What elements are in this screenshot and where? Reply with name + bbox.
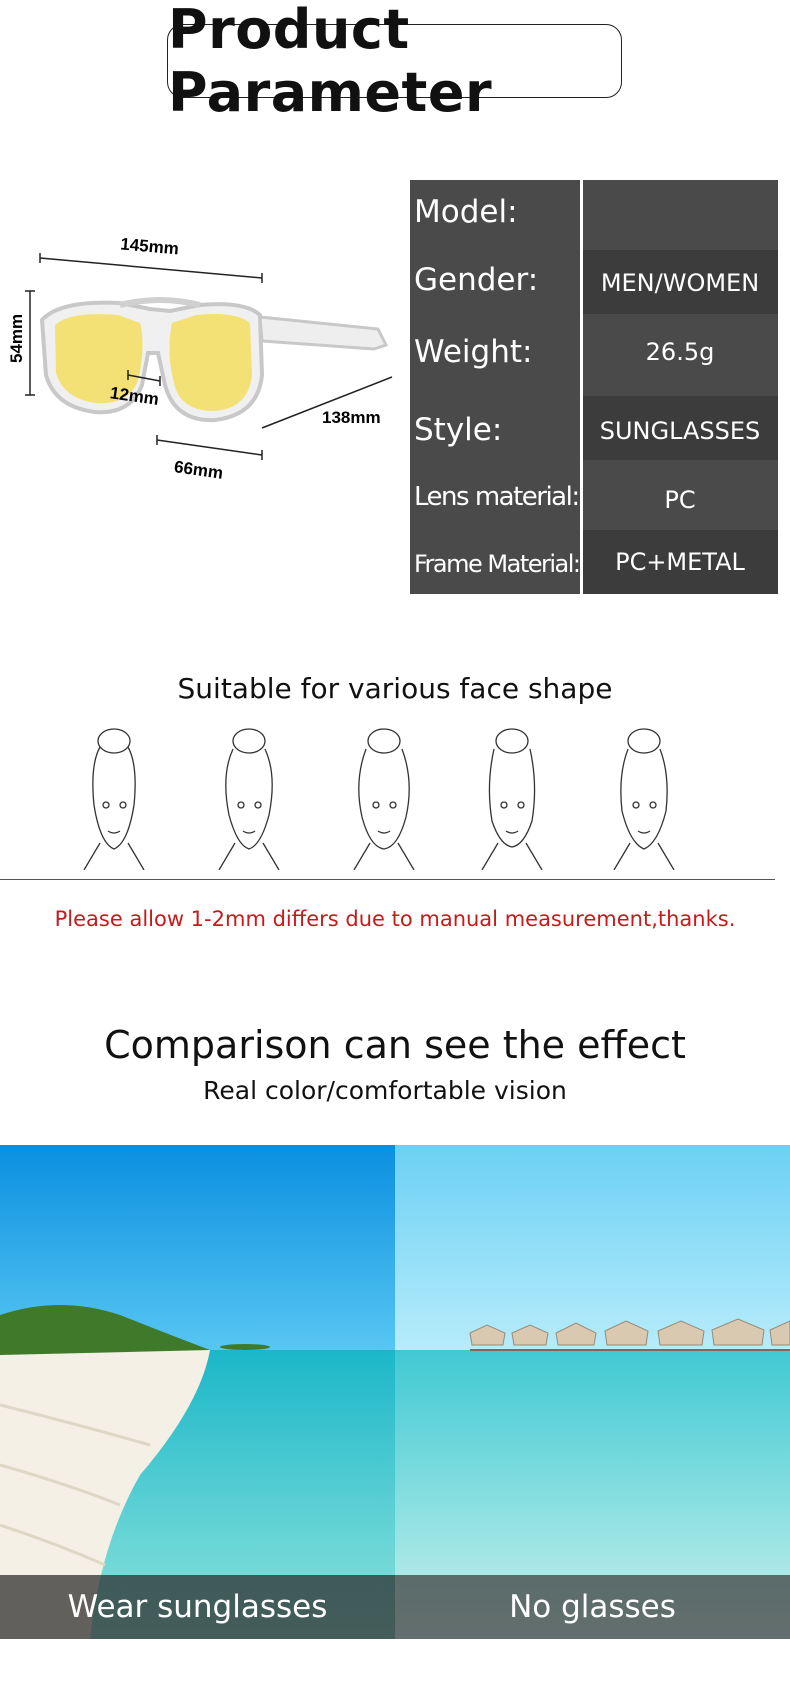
face-icon bbox=[354, 729, 414, 870]
spec-key: Model: bbox=[414, 194, 518, 230]
width-label: 145mm bbox=[119, 234, 180, 259]
section-divider bbox=[0, 879, 775, 880]
lens-label: 66mm bbox=[172, 457, 225, 483]
wear-sunglasses-caption: Wear sunglasses bbox=[0, 1575, 395, 1639]
face-icon bbox=[219, 729, 279, 870]
spec-value: SUNGLASSES bbox=[599, 417, 761, 445]
face-shapes-illustration bbox=[80, 725, 710, 870]
comparison-subtitle: Real color/comfortable vision bbox=[203, 1076, 567, 1105]
height-label: 54mm bbox=[7, 313, 26, 363]
spec-key: Style: bbox=[414, 412, 503, 448]
spec-key: Frame Material: bbox=[414, 550, 580, 578]
page-title-box bbox=[167, 0, 622, 124]
comparison-title: Comparison can see the effect bbox=[104, 1023, 686, 1067]
glasses-dimension-diagram bbox=[0, 225, 400, 495]
spec-key: Weight: bbox=[414, 334, 533, 370]
spec-value: PC bbox=[664, 486, 696, 514]
measurement-note: Please allow 1-2mm differs due to manual measurement,thanks. bbox=[54, 907, 736, 931]
face-shape-title: Suitable for various face shape bbox=[177, 672, 613, 705]
no-glasses-caption: No glasses bbox=[395, 1575, 790, 1639]
face-icon bbox=[614, 729, 674, 870]
glasses-icon bbox=[42, 300, 386, 420]
spec-key: Lens material: bbox=[414, 482, 579, 512]
beach-comparison-image bbox=[0, 1145, 790, 1639]
column-divider bbox=[580, 180, 583, 594]
spec-value: MEN/WOMEN bbox=[600, 269, 760, 297]
spec-key: Gender: bbox=[414, 262, 539, 298]
bridge-label: 12mm bbox=[108, 383, 161, 409]
spec-value: PC+METAL bbox=[615, 548, 745, 576]
temple-label: 138mm bbox=[322, 408, 381, 427]
spec-table bbox=[410, 180, 778, 594]
face-icon bbox=[84, 729, 144, 870]
face-icon bbox=[482, 729, 542, 870]
page-title: Product Parameter bbox=[168, 0, 493, 124]
spec-value: 26.5g bbox=[645, 338, 715, 366]
